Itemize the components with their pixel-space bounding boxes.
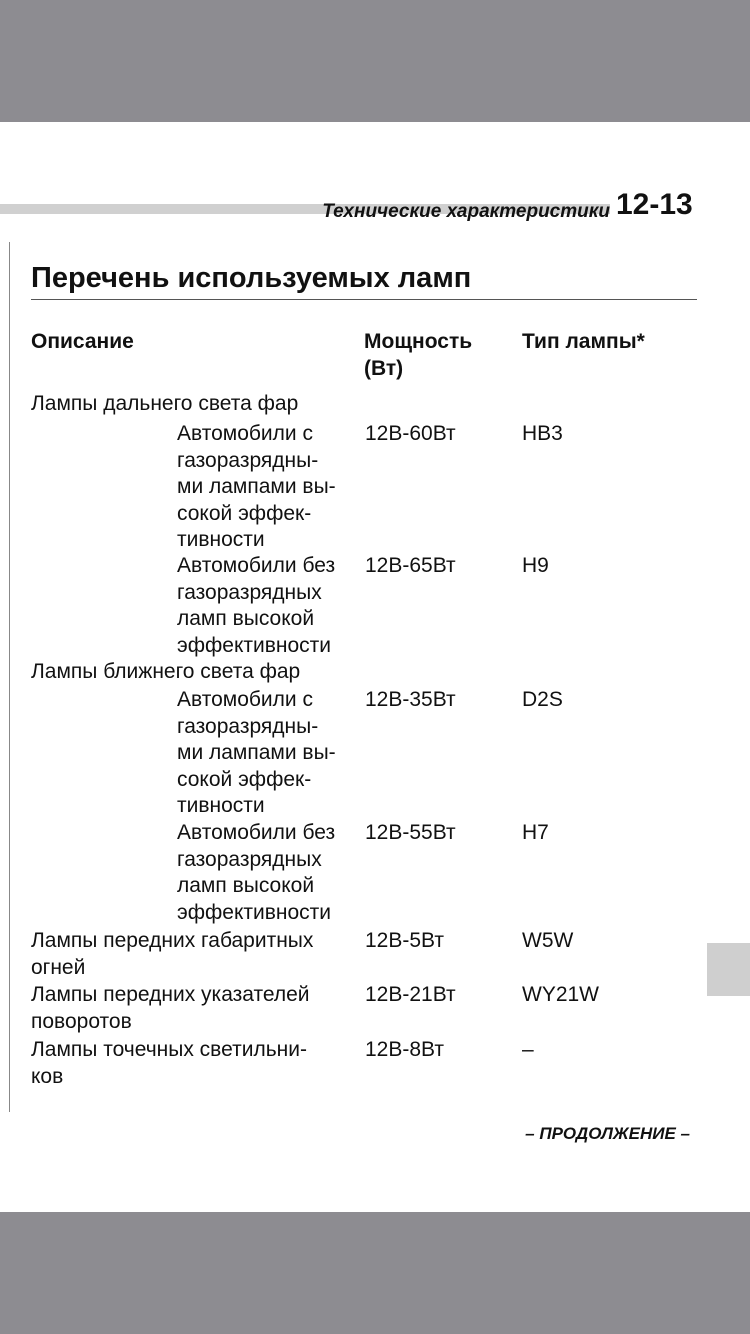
continued-label: – ПРОДОЛЖЕНИЕ –: [525, 1124, 690, 1143]
table-row-power: 12В-8Вт: [365, 1038, 444, 1061]
table-row-group-label: Лампы дальнего света фар: [31, 392, 299, 415]
table-row-power: 12В-65Вт: [365, 554, 456, 577]
header-section-title: Технические характеристики: [322, 201, 610, 222]
left-margin-line: [9, 242, 10, 1112]
chapter-tab: [707, 943, 750, 996]
table-row-type: W5W: [522, 929, 574, 952]
table-row-power: 12В-55Вт: [365, 821, 456, 844]
table-row-type: H7: [522, 821, 549, 844]
table-row-group-label: Лампы ближнего света фар: [31, 660, 301, 683]
table-row-type: –: [522, 1038, 534, 1061]
table-row-description: Автомобили с газоразрядны- ми лампами вы- сокой эффек- тивности: [177, 688, 336, 817]
title-divider: [31, 299, 697, 300]
table-row-type: H9: [522, 554, 549, 577]
document-page: [0, 122, 750, 1212]
table-row-type: WY21W: [522, 983, 600, 1006]
table-row-power: 12В-21Вт: [365, 983, 456, 1006]
table-row-description: Лампы точечных светильни- ков: [31, 1038, 307, 1088]
table-row-type: D2S: [522, 688, 563, 711]
table-row-description: Лампы передних указателей поворотов: [31, 983, 310, 1033]
table-row-power: 12В-60Вт: [365, 422, 456, 445]
table-row-description: Автомобили с газоразрядны- ми лампами вы- сокой эффек- тивности: [177, 422, 336, 551]
column-header-type: Тип лампы*: [522, 330, 645, 353]
table-row-description: Автомобили без газоразрядных ламп высокой эффективности: [177, 821, 336, 924]
table-row-power: 12В-35Вт: [365, 688, 456, 711]
page-title: Перечень используемых ламп: [31, 262, 472, 294]
table-row-description: Лампы передних габаритных огней: [31, 929, 314, 979]
column-header-description: Описание: [31, 330, 134, 353]
column-header-power: Мощность (Вт): [364, 330, 473, 380]
table-row-description: Автомобили без газоразрядных ламп высокой эффективности: [177, 554, 336, 657]
table-row-power: 12В-5Вт: [365, 929, 444, 952]
table-row-type: HB3: [522, 422, 563, 445]
page-number: 12-13: [616, 188, 693, 221]
